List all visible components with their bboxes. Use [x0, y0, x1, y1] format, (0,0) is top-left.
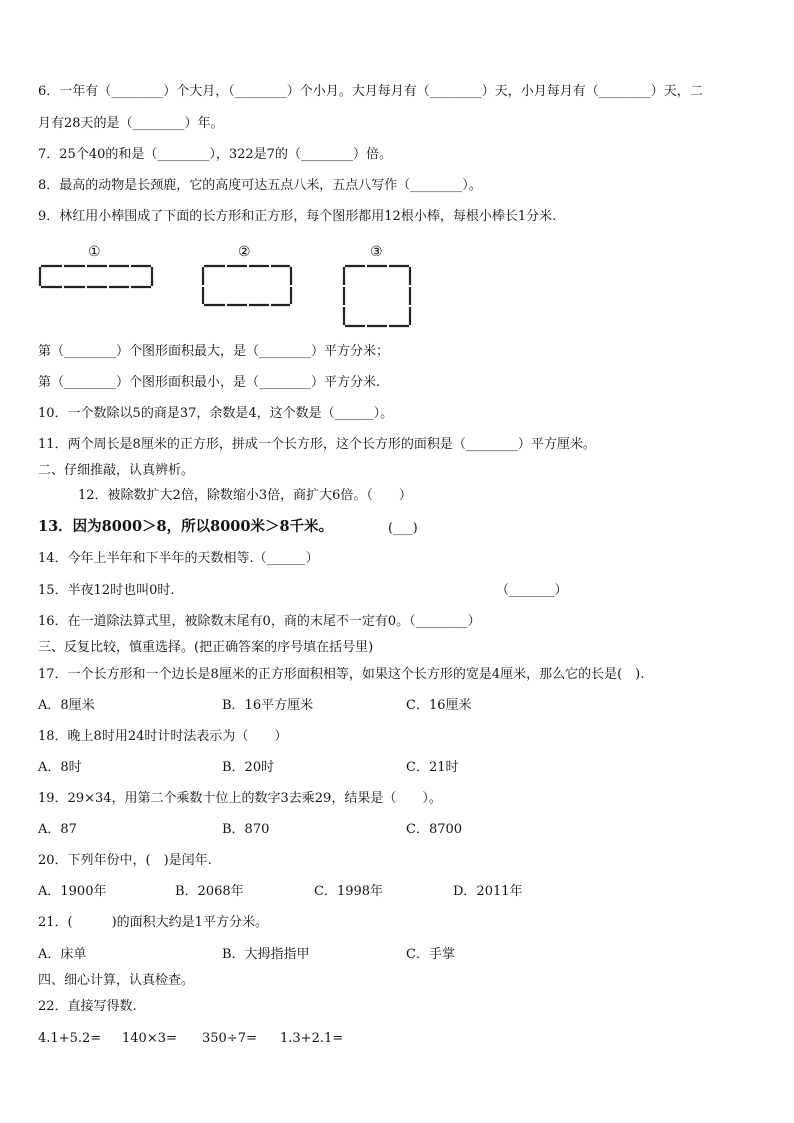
q13-blank: (___) [388, 521, 418, 536]
figure-label-1: ① [88, 244, 101, 260]
q20-stem: 20．下列年份中，( )是闰年. [38, 853, 212, 868]
q18-option-b: B．20时 [222, 760, 275, 775]
q22-stem: 22．直接写得数. [38, 999, 137, 1014]
q18-stem: 18．晚上8时用24时计时法表示为（ ） [38, 729, 288, 744]
figure-label-3: ③ [370, 244, 383, 260]
q19-option-b: B．870 [222, 822, 270, 837]
q8: 8．最高的动物是长颈鹿，它的高度可达五点八米，五点八写作（________）。 [38, 178, 482, 193]
figure-3-square [344, 266, 410, 326]
q19-stem: 19．29×34，用第二个乘数十位上的数字3去乘29，结果是（ ）。 [38, 791, 442, 806]
q17-option-b: B．16平方厘米 [222, 698, 314, 713]
q9-answer-min: 第（________）个图形面积最小，是（________）平方分米. [38, 375, 381, 390]
q16: 16．在一道除法算式里，被除数末尾有0，商的末尾不一定有0。（________） [38, 614, 481, 629]
q20-option-b: B．2068年 [175, 884, 244, 899]
q22-item-2: 140×3= [122, 1031, 177, 1046]
section-3-heading: 三、反复比较，慎重选择。(把正确答案的序号填在括号里) [38, 640, 374, 655]
q22-item-3: 350÷7= [202, 1031, 257, 1046]
q6-line2: 月有28天的是（________）年。 [38, 116, 224, 131]
q21-option-b: B．大拇指指甲 [222, 947, 310, 962]
q21-stem: 21．( )的面积大约是1平方分米。 [38, 915, 268, 930]
q15-blank: （_______） [496, 583, 568, 598]
section-4-heading: 四、细心计算，认真检查。 [38, 973, 195, 988]
q13: 13．因为8000＞8，所以8000米＞8千米。 [38, 518, 334, 535]
q15: 15．半夜12时也叫0时. [38, 583, 175, 598]
q21-option-c: C．手掌 [406, 947, 455, 962]
q7: 7．25个40的和是（________），322是7的（________）倍。 [38, 147, 392, 162]
q19-option-a: A．87 [38, 822, 77, 837]
q18-option-c: C．21时 [406, 760, 459, 775]
q14: 14．今年上半年和下半年的天数相等.（______） [38, 551, 319, 566]
q12: 12．被除数扩大2倍，除数缩小3倍，商扩大6倍。（ ） [78, 488, 412, 503]
q17-option-c: C．16厘米 [406, 698, 472, 713]
q17-option-a: A．8厘米 [38, 698, 95, 713]
q10: 10．一个数除以5的商是37，余数是4，这个数是（______）。 [38, 406, 394, 421]
q18-option-a: A．8时 [38, 760, 82, 775]
q19-option-c: C．8700 [406, 822, 463, 837]
q22-item-4: 1.3+2.1= [280, 1031, 344, 1046]
q21-option-a: A．床单 [38, 947, 87, 962]
figure-2-rectangle [203, 266, 291, 305]
stick-figures [0, 240, 794, 335]
q17-stem: 17．一个长方形和一个边长是8厘米的正方形面积相等，如果这个长方形的宽是4厘米，那么它的长是( ). [38, 667, 645, 682]
q20-option-d: D．2011年 [453, 884, 523, 899]
q22-item-1: 4.1+5.2= [38, 1031, 102, 1046]
q11: 11．两个周长是8厘米的正方形，拼成一个长方形，这个长方形的面积是（________）平方厘米。 [38, 437, 596, 452]
q9-stem: 9．林红用小棒围成了下面的长方形和正方形，每个图形都用12根小棒，每根小棒长1分米. [38, 209, 557, 224]
q9-answer-max: 第（________）个图形面积最大，是（________）平方分米； [38, 344, 390, 359]
figure-1-rectangle [40, 266, 152, 287]
q20-option-a: A．1900年 [38, 884, 107, 899]
section-2-heading: 二、仔细推敲，认真辨析。 [38, 463, 195, 478]
figure-label-2: ② [238, 244, 251, 260]
q6-line1: 6．一年有（________）个大月，（________）个小月。大月每月有（________）天，小月每月有（________）天，二 [38, 84, 703, 99]
q20-option-c: C．1998年 [314, 884, 384, 899]
